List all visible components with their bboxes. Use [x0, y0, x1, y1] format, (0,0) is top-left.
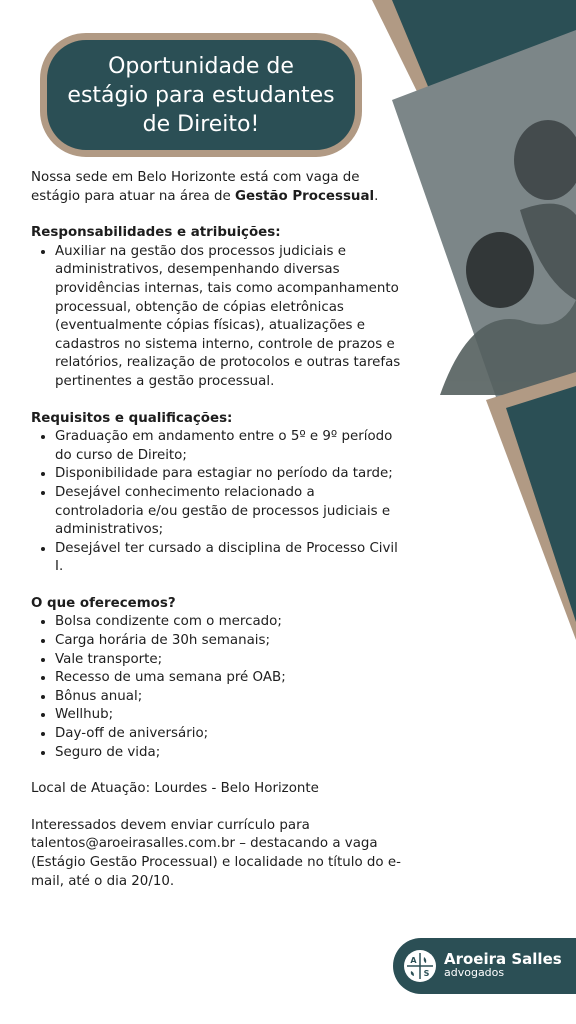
- intro-bold: Gestão Processual: [235, 188, 375, 204]
- job-description: [31, 169, 401, 891]
- logo-subtitle: advogados: [444, 966, 505, 979]
- benefits-heading: O que oferecemos?: [31, 595, 176, 611]
- intro-paragraph: [31, 169, 401, 206]
- list-item: • Bônus anual;: [55, 688, 401, 707]
- intro-end: .: [374, 188, 379, 204]
- logo-text: [444, 952, 562, 980]
- location-text: Local de Atuação: Lourdes - Belo Horizonte: [31, 781, 319, 797]
- list-item: • Desejável conhecimento relacionado a controladoria e/ou gestão de processos judiciais e administrativos;: [55, 484, 401, 540]
- list-item: • Auxiliar na gestão dos processos judiciais e administrativos, desempenhando diversas providências internas, tais como acompanhamento processual, obtenção de cópias eletrônicas (eventualmente cópias físicas), atualizações e cadastros no sistema interno, controle de prazos e relatórios, realização de protocolos e outras tarefas pertinentes a gestão processual.: [55, 243, 401, 392]
- logo-mark-letter-s: S: [423, 969, 430, 978]
- page-title: Oportunidade de estágio para estudantes de Direito!: [67, 53, 335, 137]
- list-item: • Recesso de uma semana pré OAB;: [55, 669, 401, 688]
- responsibilities-heading: Responsabilidades e atribuições:: [31, 225, 281, 241]
- title-banner: [40, 33, 362, 157]
- contact-text: Interessados devem enviar currículo para talentos@aroeirasalles.com.br – destacando a vaga (Estágio Gestão Processual) e localidade no título do e-mail, até o dia 20/10.: [31, 817, 401, 889]
- intro-text: Nossa sede em Belo Horizonte está com vaga de estágio para atuar na área de: [31, 170, 360, 204]
- list-item: • Disponibilidade para estagiar no período da tarde;: [55, 465, 401, 484]
- requirements-list: [31, 428, 401, 577]
- responsibilities-list: [31, 243, 401, 392]
- company-logo: [393, 938, 576, 994]
- teal-panel-bottom: [506, 386, 576, 622]
- logo-mark-letter-a: A: [410, 956, 417, 965]
- list-item: • Bolsa condizente com o mercado;: [55, 613, 401, 632]
- list-item: • Desejável ter cursado a disciplina de Processo Civil I.: [55, 540, 401, 577]
- logo-mark-icon: [403, 949, 437, 983]
- list-item: • Wellhub;: [55, 706, 401, 725]
- list-item: • Vale transporte;: [55, 651, 401, 670]
- list-item: • Carga horária de 30h semanais;: [55, 632, 401, 651]
- requirements-heading: Requisitos e qualificações:: [31, 410, 233, 426]
- logo-name: Aroeira Salles: [444, 950, 562, 968]
- list-item: • Graduação em andamento entre o 5º e 9º período do curso de Direito;: [55, 428, 401, 465]
- list-item: • Seguro de vida;: [55, 744, 401, 763]
- list-item: • Day-off de aniversário;: [55, 725, 401, 744]
- benefits-list: [31, 613, 401, 762]
